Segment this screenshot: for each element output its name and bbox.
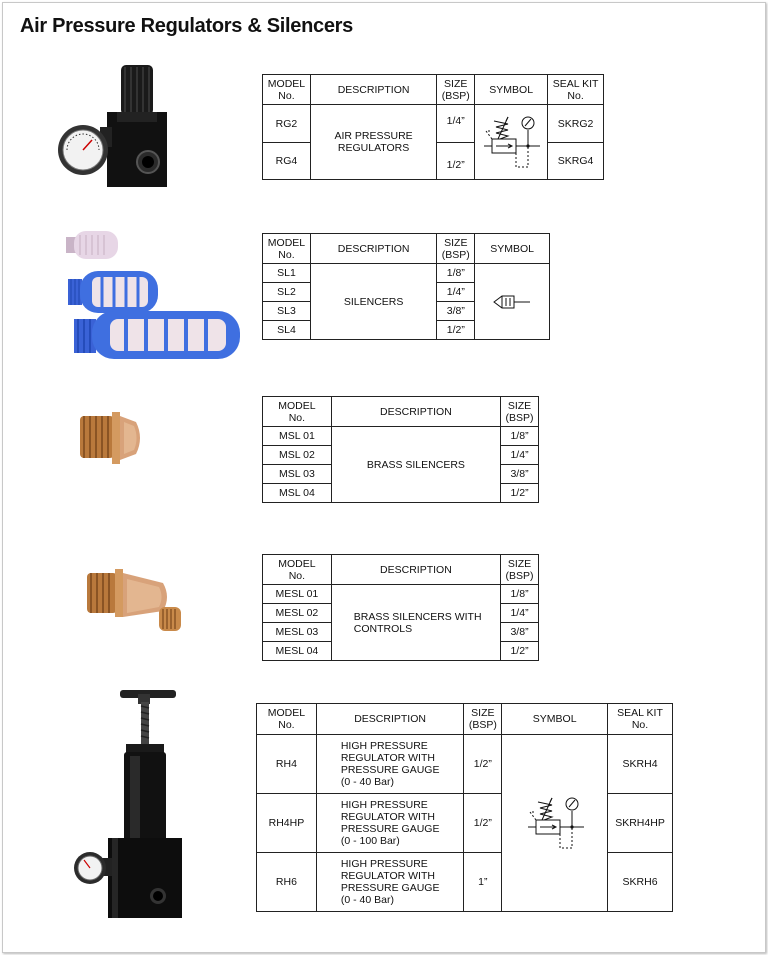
cell-seal-kit: SKRG4 [548,143,604,180]
cell-description: HIGH PRESSURE REGULATOR WITH PRESSURE GAUGE (0 - 40 Bar) [316,853,464,912]
header-description: DESCRIPTION [316,704,464,735]
brass-silencers-table [262,396,539,503]
regulator-symbol-icon [522,790,588,856]
air-pressure-regulator-photo [55,62,170,192]
header-seal-kit: SEAL KIT No. [548,75,604,105]
silencer-symbol [475,264,550,340]
header-description: DESCRIPTION [331,397,500,427]
regulator-symbol [475,105,548,180]
air-pressure-regulators-table [262,74,604,180]
header-size: SIZE (BSP) [437,234,475,264]
cell-model: RG4 [263,143,311,180]
cell-seal-kit: SKRH6 [608,853,673,912]
cell-description: HIGH PRESSURE REGULATOR WITH PRESSURE GAUGE (0 - 100 Bar) [316,794,464,853]
cell-model: RG2 [263,105,311,143]
cell-model: SL2 [263,283,311,302]
header-model: MODEL No. [263,234,311,264]
cell-model: MSL 02 [263,446,332,465]
cell-model: MSL 03 [263,465,332,484]
cell-size: 1/2” [464,735,502,794]
cell-model: MESL 03 [263,623,332,642]
page-title: Air Pressure Regulators & Silencers [20,15,353,37]
cell-model: SL3 [263,302,311,321]
cell-model: MESL 01 [263,585,332,604]
brass-silencer-with-control-photo [85,567,190,635]
header-symbol: SYMBOL [502,704,608,735]
header-size: SIZE (BSP) [437,75,475,105]
header-description: DESCRIPTION [310,75,436,105]
brass-silencer-photo [78,408,146,478]
header-model: MODEL No. [263,75,311,105]
cell-size: 1/2” [501,642,539,661]
header-seal-kit: SEAL KIT No. [608,704,673,735]
cell-size: 3/8” [437,302,475,321]
header-model: MODEL No. [257,704,317,735]
high-pressure-regulator-photo [74,688,189,920]
header-size: SIZE (BSP) [501,397,539,427]
cell-model: SL1 [263,264,311,283]
cell-size: 1/2” [464,794,502,853]
silencer-symbol-icon [490,292,534,312]
cell-size: 1/8” [501,585,539,604]
header-symbol: SYMBOL [475,234,550,264]
cell-size: 3/8” [501,465,539,484]
cell-size: 1/4” [501,604,539,623]
cell-model: MSL 01 [263,427,332,446]
header-model: MODEL No. [263,555,332,585]
cell-model: RH4 [257,735,317,794]
cell-seal-kit: SKRH4HP [608,794,673,853]
cell-size: 1/4” [437,105,475,143]
cell-description: SILENCERS [310,264,436,340]
header-description: DESCRIPTION [331,555,500,585]
header-model: MODEL No. [263,397,332,427]
cell-model: RH6 [257,853,317,912]
cell-model: MESL 04 [263,642,332,661]
header-symbol: SYMBOL [475,75,548,105]
cell-model: RH4HP [257,794,317,853]
high-pressure-regulator-symbol [502,735,608,912]
cell-seal-kit: SKRH4 [608,735,673,794]
cell-size: 1/2” [501,484,539,503]
silencers-table [262,233,550,340]
cell-model: MSL 04 [263,484,332,503]
regulator-symbol-icon [478,109,544,175]
header-size: SIZE (BSP) [464,704,502,735]
cell-size: 1/2” [437,321,475,340]
cell-model: SL4 [263,321,311,340]
cell-model: MESL 02 [263,604,332,623]
header-description: DESCRIPTION [310,234,436,264]
cell-description: BRASS SILENCERS WITH CONTROLS [331,585,500,661]
cell-size: 1” [464,853,502,912]
plastic-silencers-photo [58,225,248,360]
cell-description: BRASS SILENCERS [331,427,500,503]
cell-description: HIGH PRESSURE REGULATOR WITH PRESSURE GAUGE (0 - 40 Bar) [316,735,464,794]
cell-seal-kit: SKRG2 [548,105,604,143]
brass-silencers-with-controls-table [262,554,539,661]
cell-size: 1/2” [437,143,475,180]
cell-size: 1/8” [501,427,539,446]
header-size: SIZE (BSP) [501,555,539,585]
cell-size: 3/8” [501,623,539,642]
cell-description: AIR PRESSURE REGULATORS [310,105,436,180]
cell-size: 1/8” [437,264,475,283]
cell-size: 1/4” [501,446,539,465]
cell-size: 1/4” [437,283,475,302]
high-pressure-regulators-table [256,703,673,912]
